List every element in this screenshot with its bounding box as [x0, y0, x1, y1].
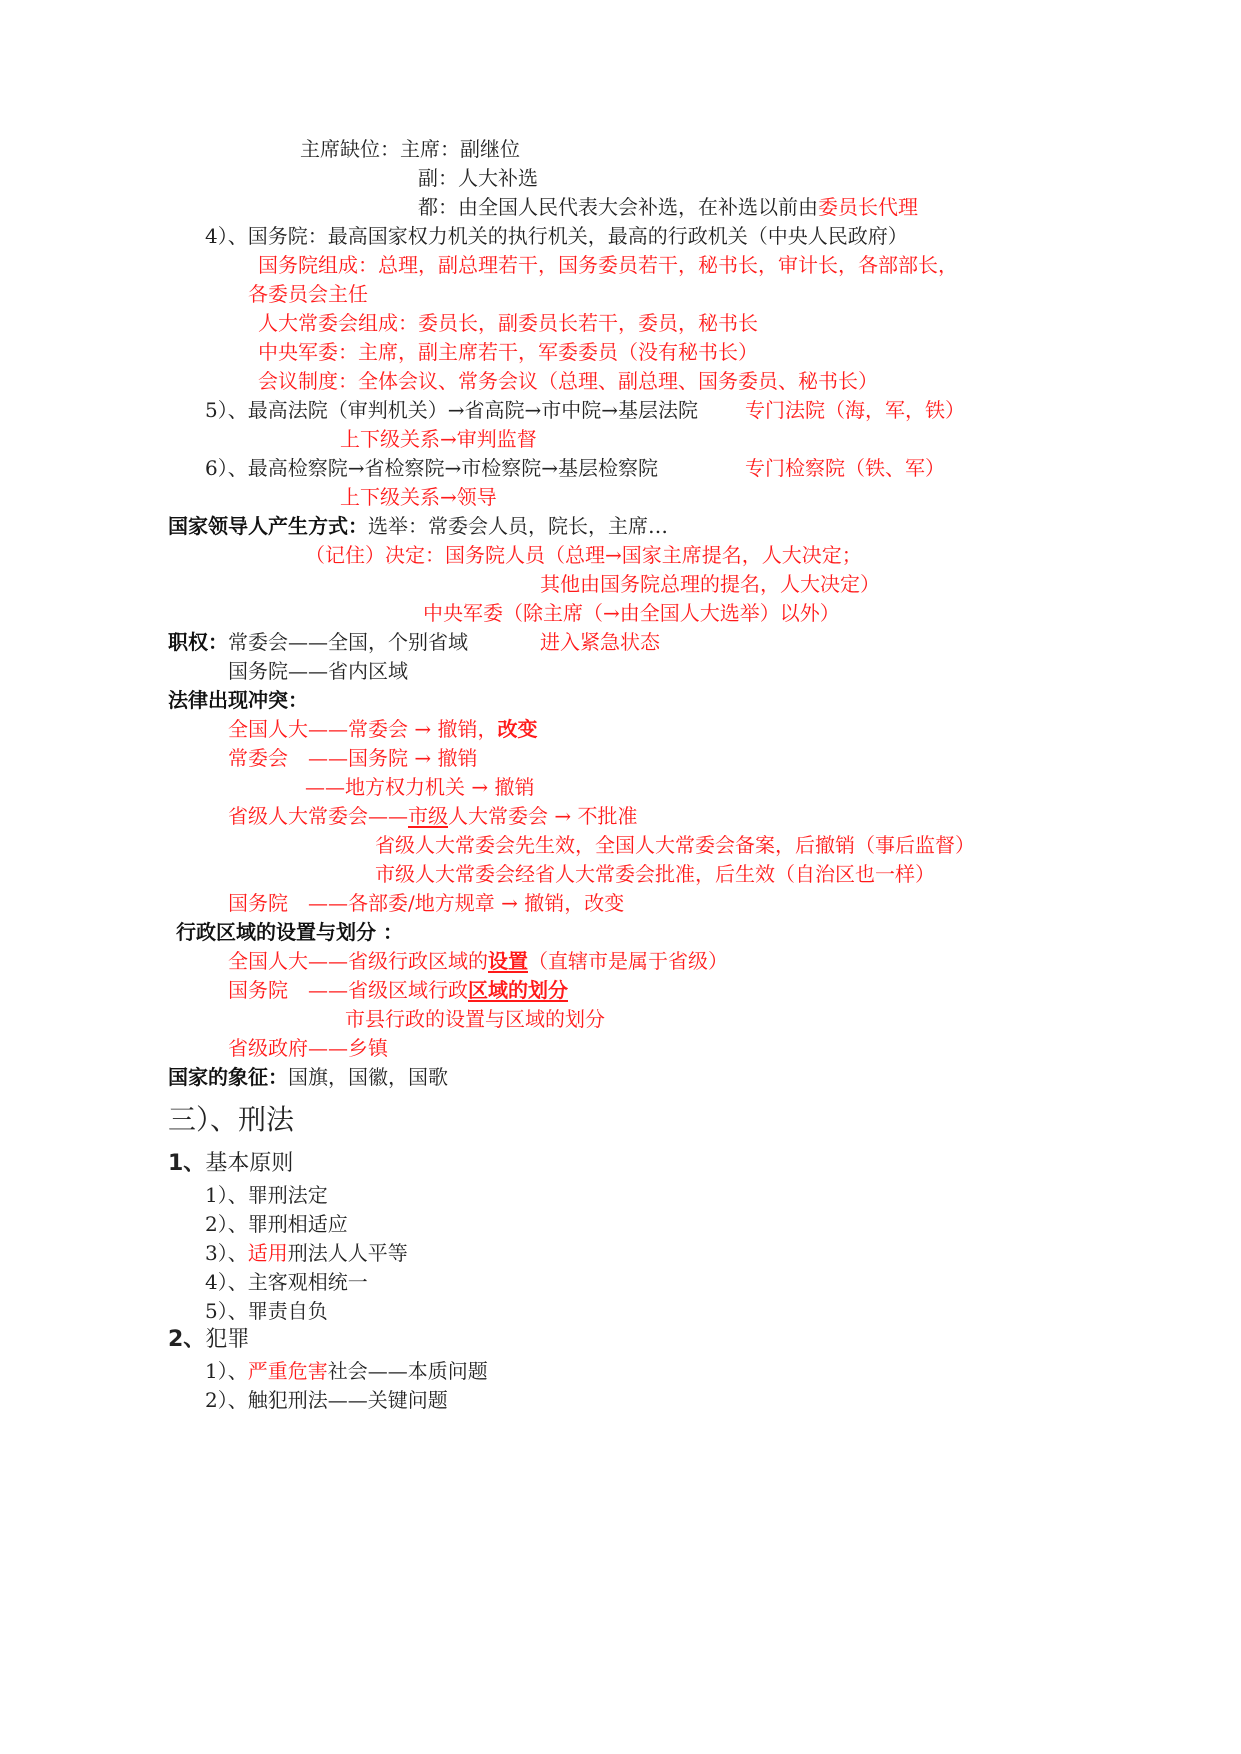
text-line [258, 366, 878, 396]
line-text: 社会——本质问题 [327, 1359, 488, 1383]
line-text: 1）、罪刑法定 [205, 1183, 328, 1207]
list-item [205, 1385, 448, 1415]
line-text: 国务院 ——各部委/地方规章 → 撤销，改变 [228, 891, 625, 915]
text-line [205, 395, 698, 425]
text-line [340, 424, 537, 454]
highlight-text: 进入紧急状态 [540, 630, 660, 654]
line-text: 常委会——全国，个别省域 [228, 630, 468, 654]
line-text: （记住）决定：国务院人员（总理→国家主席提名，人大决定； [305, 543, 862, 567]
section-label: 法律出现冲突： [168, 688, 308, 712]
highlight-text: 专门法院（海，军，铁） [745, 398, 965, 422]
line-text: 中央军委（除主席（→由全国人大选举）以外） [423, 601, 840, 625]
section-label: 国家领导人产生方式： [168, 514, 368, 538]
bold-underlined-text: 区域的划分 [468, 978, 568, 1002]
heading-number: 2、 [168, 1327, 206, 1352]
line-text: 上下级关系→审判监督 [340, 427, 537, 451]
text-line [168, 685, 308, 715]
line-text: 人大常委会 → 不批准 [448, 804, 638, 828]
line-text: 其他由国务院总理的提名，人大决定） [540, 572, 880, 596]
text-line [258, 337, 758, 367]
line-text: 省级人大常委会先生效，全国人大常委会备案，后撤销（事后监督） [375, 833, 975, 857]
text-line [205, 221, 908, 251]
text-line [745, 453, 945, 483]
line-text: 会议制度：全体会议、常务会议（总理、副总理、国务委员、秘书长） [258, 369, 878, 393]
text-line [168, 1062, 448, 1092]
line-text: 2）、罪刑相适应 [205, 1212, 348, 1236]
line-text: ——地方权力机关 → 撤销 [305, 775, 535, 799]
heading-text: 犯罪 [205, 1327, 250, 1352]
text-line [540, 569, 880, 599]
line-text: 省级政府——乡镇 [228, 1036, 388, 1060]
line-text: 中央军委：主席，副主席若干，军委委员（没有秘书长） [258, 340, 758, 364]
text-line [228, 714, 537, 744]
text-line [168, 511, 668, 541]
text-line [248, 279, 368, 309]
text-line [423, 598, 840, 628]
list-item [205, 1356, 488, 1386]
text-line [228, 801, 637, 831]
line-text: 主席缺位：主席：副继位 [300, 137, 520, 161]
text-line [228, 743, 477, 773]
text-line [300, 134, 520, 164]
subsection-heading [168, 1148, 293, 1180]
line-text: 副：人大补选 [418, 166, 538, 190]
section-heading [168, 1100, 294, 1140]
line-text: 国旗，国徽，国歌 [288, 1065, 448, 1089]
section-label: 职权： [168, 630, 228, 654]
text-line [228, 888, 624, 918]
section-label: 国家的象征： [168, 1065, 288, 1089]
text-line [228, 946, 728, 976]
line-text: 选举：常委会人员，院长，主席… [368, 514, 668, 538]
text-line [228, 656, 408, 686]
list-item [205, 1296, 328, 1326]
line-text: 全国人大——省级行政区域的 [228, 949, 488, 973]
line-text: 1）、 [205, 1359, 248, 1383]
line-text: 6）、最高检察院→省检察院→市检察院→基层检察院 [205, 456, 658, 480]
highlight-text: 委员长代理 [818, 195, 918, 219]
text-line [375, 830, 975, 860]
list-item [205, 1209, 348, 1239]
text-line [205, 453, 658, 483]
line-text: 4）、主客观相统一 [205, 1270, 368, 1294]
text-line [540, 627, 660, 657]
line-text: 全国人大——常委会 → 撤销， [228, 717, 498, 741]
text-line [375, 859, 935, 889]
line-text: 国务院组成：总理，副总理若干，国务委员若干，秘书长，审计长，各部部长， [258, 253, 958, 277]
text-line [168, 627, 468, 657]
bold-highlight: 改变 [497, 717, 538, 741]
text-line [258, 250, 958, 280]
line-text: 5）、罪责自负 [205, 1299, 328, 1323]
line-text: 4）、国务院：最高国家权力机关的执行机关，最高的行政机关（中央人民政府） [205, 224, 908, 248]
text-line [176, 917, 403, 947]
line-text: 3）、 [205, 1241, 248, 1265]
highlight-text: 严重危害 [247, 1359, 328, 1383]
line-text: 各委员会主任 [248, 282, 368, 306]
text-line [418, 163, 538, 193]
line-text: 国务院——省内区域 [228, 659, 408, 683]
line-text: 常委会 ——国务院 → 撤销 [228, 746, 478, 770]
line-text: （直辖市是属于省级） [528, 949, 728, 973]
underlined-text: 市级 [408, 804, 448, 828]
list-item [205, 1267, 368, 1297]
line-text: 都：由全国人民代表大会补选，在补选以前由 [418, 195, 818, 219]
text-line [228, 1033, 388, 1063]
text-line [340, 482, 497, 512]
list-item [205, 1180, 328, 1210]
line-text: 市县行政的设置与区域的划分 [345, 1007, 605, 1031]
line-text: 上下级关系→领导 [340, 485, 497, 509]
line-text: 国务院 ——省级区域行政 [228, 978, 468, 1002]
bold-underlined-text: 设置 [488, 949, 528, 973]
subsection-heading [168, 1324, 249, 1356]
section-label: 行政区域的设置与划分 ： [176, 920, 403, 944]
line-text: 人大常委会组成：委员长，副委员长若干，委员，秘书长 [258, 311, 758, 335]
line-text: 2）、触犯刑法——关键问题 [205, 1388, 448, 1412]
line-text: 省级人大常委会—— [228, 804, 408, 828]
line-text: 市级人大常委会经省人大常委会批准，后生效（自治区也一样） [375, 862, 935, 886]
text-line [745, 395, 965, 425]
text-line [345, 1004, 605, 1034]
highlight-text: 适用 [247, 1241, 288, 1265]
highlight-text: 专门检察院（铁、军） [745, 456, 945, 480]
text-line [228, 975, 568, 1005]
line-text: 刑法人人平等 [287, 1241, 408, 1265]
text-line [305, 540, 862, 570]
list-item [205, 1238, 408, 1268]
line-text: 5）、最高法院（审判机关）→省高院→市中院→基层法院 [205, 398, 698, 422]
text-line [305, 772, 534, 802]
heading-text: 三）、刑法 [168, 1103, 295, 1136]
text-line [418, 192, 918, 222]
text-line [258, 308, 758, 338]
heading-number: 1、 [168, 1151, 206, 1176]
heading-text: 基本原则 [205, 1151, 294, 1176]
